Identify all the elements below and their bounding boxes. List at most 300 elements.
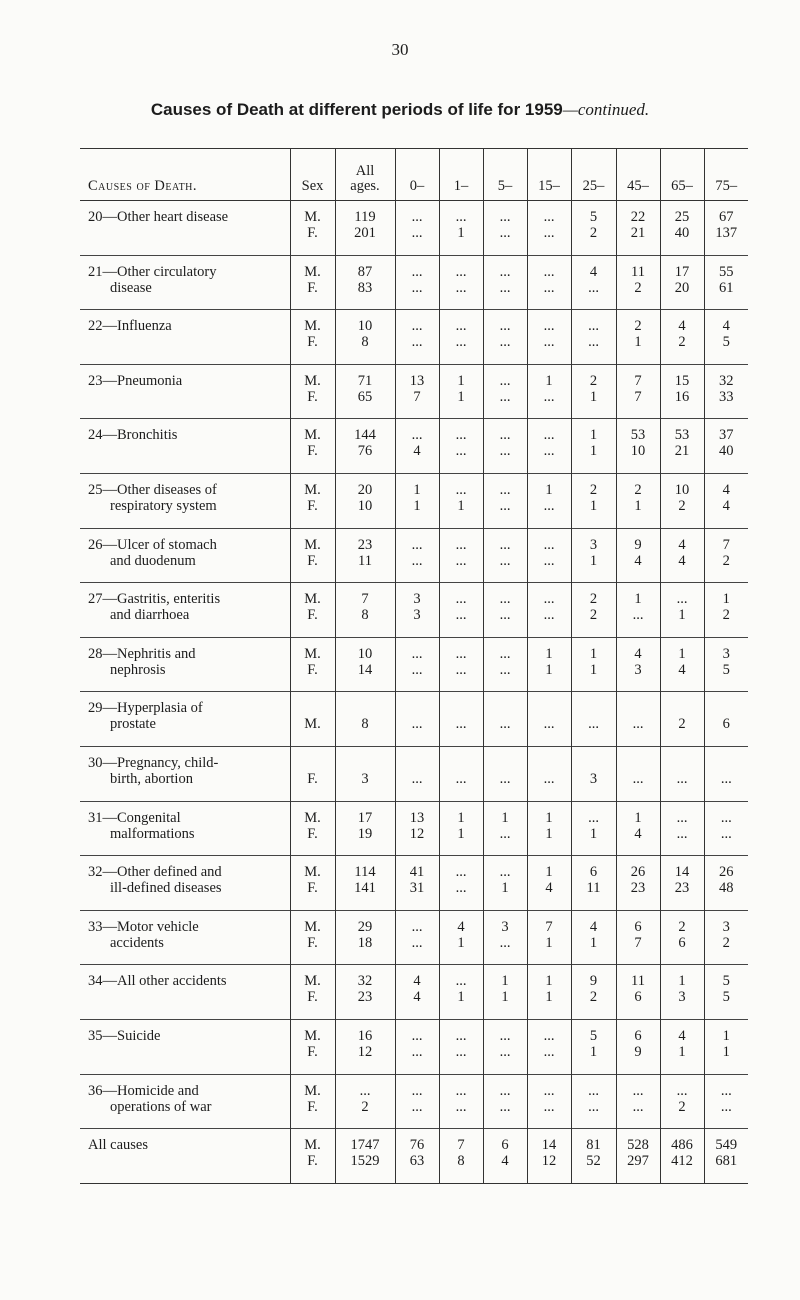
- cell-value: 6: [634, 1027, 642, 1044]
- cell-value: 4: [678, 552, 686, 569]
- cell-value: [528, 755, 571, 771]
- age-45-cell: [616, 856, 660, 911]
- cell-value: 4: [678, 318, 686, 335]
- header-age-1: 1–: [439, 149, 483, 201]
- cell-value: ...: [499, 225, 511, 241]
- cell-value: 2: [634, 318, 642, 335]
- cell-value: 1: [589, 552, 598, 569]
- age-25-cell: [571, 1019, 616, 1074]
- age-15-cell: [527, 255, 571, 310]
- table-row: [80, 965, 748, 1020]
- cell-value: 13: [409, 372, 425, 389]
- cell-value: 1: [457, 497, 465, 514]
- cell-value: ...: [543, 318, 555, 335]
- sex-cell: [290, 419, 335, 474]
- age-45-cell: [616, 255, 660, 310]
- cell-value: 5: [589, 209, 598, 225]
- cell-value: 1: [722, 1027, 730, 1044]
- cell-value: 2: [589, 989, 598, 1006]
- cell-value: 1: [589, 497, 598, 514]
- cause-cell: [80, 419, 290, 474]
- age-45-cell: [616, 1129, 660, 1184]
- cell-value: 1: [545, 973, 553, 990]
- cell-value: ...: [411, 716, 423, 733]
- age-0-cell: [395, 583, 439, 638]
- cell-value: [705, 700, 749, 716]
- sex-value: M.: [304, 591, 321, 608]
- age-5-cell: [483, 910, 527, 965]
- age-25-cell: [571, 528, 616, 583]
- cell-value: 14: [541, 1137, 557, 1154]
- cell-value: ...: [632, 770, 644, 787]
- cell-value: ...: [588, 334, 599, 351]
- cell-value: ...: [499, 279, 511, 296]
- all-ages-cell: [335, 364, 395, 419]
- cell-value: [617, 755, 660, 771]
- cell-value: ...: [543, 552, 555, 569]
- cell-value: ...: [720, 825, 732, 842]
- age-65-cell: [660, 692, 704, 747]
- table-row: [80, 419, 748, 474]
- cell-value: ...: [455, 427, 467, 444]
- cell-value: [396, 755, 439, 771]
- cell-value: 1: [589, 443, 598, 460]
- cell-value: [661, 755, 704, 771]
- cell-value: 3: [413, 591, 421, 608]
- age-0-cell: [395, 1129, 439, 1184]
- cell-value: ...: [455, 209, 467, 225]
- cell-value: [440, 755, 483, 771]
- cell-value: 6: [722, 716, 730, 733]
- age-5-cell: [483, 1019, 527, 1074]
- cell-value: ...: [455, 645, 467, 662]
- age-25-cell: [571, 637, 616, 692]
- cell-value: [484, 700, 527, 716]
- cell-value: 1: [413, 481, 421, 498]
- all-ages-cell: [335, 201, 395, 256]
- cell-value: 4: [589, 263, 598, 280]
- cause-line: All causes: [88, 1137, 148, 1154]
- age-0-cell: [395, 910, 439, 965]
- cause-label: [88, 646, 290, 678]
- cell-value: ...: [411, 934, 423, 951]
- cell-value: 23: [357, 536, 373, 553]
- cell-value: 1: [457, 372, 465, 389]
- cause-cell: [80, 364, 290, 419]
- age-15-cell: [527, 801, 571, 856]
- age-15-cell: [527, 528, 571, 583]
- cause-line: and duodenum: [110, 552, 196, 569]
- cell-value: 2: [634, 481, 642, 498]
- cell-value: ...: [499, 372, 511, 389]
- cell-value: ...: [411, 661, 423, 678]
- cell-value: ...: [411, 1043, 423, 1060]
- age-1-cell: [439, 637, 483, 692]
- sex-value: F.: [307, 607, 318, 624]
- cell-value: ...: [632, 607, 644, 624]
- cell-value: 3: [678, 989, 686, 1006]
- cell-value: 297: [627, 1153, 649, 1170]
- cell-value: 1: [457, 825, 465, 842]
- cell-value: 2: [722, 607, 730, 624]
- cell-value: ...: [411, 918, 423, 935]
- age-1-cell: [439, 856, 483, 911]
- cell-value: ...: [676, 809, 688, 826]
- cell-value: 12: [357, 1043, 373, 1060]
- age-1-cell: [439, 419, 483, 474]
- cell-value: ...: [411, 318, 423, 335]
- sex-value: F.: [307, 443, 318, 460]
- age-1-cell: [439, 473, 483, 528]
- table-row: [80, 746, 748, 801]
- cell-value: ...: [499, 645, 511, 662]
- age-1-cell: [439, 910, 483, 965]
- age-15-cell: [527, 473, 571, 528]
- sex-value: F.: [307, 279, 318, 296]
- cell-value: 6: [589, 864, 598, 881]
- cause-label: [88, 1083, 290, 1115]
- sex-cell: [290, 1074, 335, 1129]
- cause-cell: [80, 692, 290, 747]
- cell-value: ...: [455, 607, 467, 624]
- cell-value: ...: [499, 825, 511, 842]
- cell-value: ...: [632, 1082, 644, 1099]
- cell-value: ...: [543, 536, 555, 553]
- age-15-cell: [527, 692, 571, 747]
- all-ages-cell: [335, 1019, 395, 1074]
- cell-value: ...: [588, 716, 599, 733]
- age-15-cell: [527, 310, 571, 365]
- cell-value: 1: [634, 334, 642, 351]
- cause-line: prostate: [110, 716, 156, 733]
- age-0-cell: [395, 419, 439, 474]
- cell-value: 1: [545, 645, 553, 662]
- cell-value: 71: [357, 372, 373, 389]
- cell-value: 7: [634, 388, 642, 405]
- header-age-5: 5–: [483, 149, 527, 201]
- cause-cell: [80, 583, 290, 638]
- sex-cell: [290, 473, 335, 528]
- cell-value: ...: [499, 497, 511, 514]
- cell-value: 32: [357, 973, 373, 990]
- header-age-0: 0–: [395, 149, 439, 201]
- cell-value: 4: [634, 552, 642, 569]
- cell-value: ...: [543, 497, 555, 514]
- cell-value: ...: [455, 661, 467, 678]
- cell-value: 7: [361, 591, 369, 608]
- table-row: [80, 856, 748, 911]
- sex-value: F.: [307, 661, 318, 678]
- cell-value: 1: [457, 388, 465, 405]
- age-75-cell: [704, 801, 748, 856]
- header-age-25: 25–: [571, 149, 616, 201]
- cell-value: 2: [589, 372, 598, 389]
- cell-value: 4: [457, 918, 465, 935]
- cell-value: ...: [720, 1082, 732, 1099]
- sex-value: [291, 700, 335, 716]
- cell-value: 8: [457, 1153, 465, 1170]
- age-15-cell: [527, 637, 571, 692]
- cell-value: ...: [411, 1098, 423, 1115]
- cell-value: ...: [411, 279, 423, 296]
- all-ages-cell: [335, 473, 395, 528]
- age-25-cell: [571, 364, 616, 419]
- age-75-cell: [704, 637, 748, 692]
- age-45-cell: [616, 201, 660, 256]
- cell-value: ...: [411, 427, 423, 444]
- cause-line: 33—Motor vehicle: [88, 918, 199, 935]
- cause-label: [88, 264, 290, 296]
- cell-value: 3: [361, 770, 369, 787]
- cell-value: 10: [357, 497, 373, 514]
- cell-value: 1: [678, 645, 686, 662]
- cell-value: 486: [671, 1137, 693, 1154]
- sex-cell: [290, 856, 335, 911]
- table-row: [80, 910, 748, 965]
- cell-value: ...: [411, 209, 423, 225]
- all-ages-cell: [335, 746, 395, 801]
- cause-label: [88, 973, 290, 989]
- sex-value: M.: [304, 809, 321, 826]
- cause-cell: [80, 1019, 290, 1074]
- cell-value: ...: [411, 536, 423, 553]
- age-65-cell: [660, 255, 704, 310]
- cell-value: 11: [631, 263, 645, 280]
- cell-value: ...: [543, 591, 555, 608]
- cell-value: 83: [357, 279, 373, 296]
- cell-value: 3: [501, 918, 509, 935]
- age-75-cell: [704, 1129, 748, 1184]
- cell-value: 2: [678, 497, 686, 514]
- age-75-cell: [704, 310, 748, 365]
- age-0-cell: [395, 856, 439, 911]
- cell-value: ...: [499, 864, 511, 881]
- age-45-cell: [616, 746, 660, 801]
- cell-value: 5: [589, 1027, 598, 1044]
- cell-value: 1: [589, 1043, 598, 1060]
- age-25-cell: [571, 310, 616, 365]
- cause-label: [88, 864, 290, 896]
- cell-value: ...: [588, 1098, 599, 1115]
- cell-value: ...: [632, 716, 644, 733]
- cell-value: 7: [722, 536, 730, 553]
- cell-value: ...: [720, 770, 732, 787]
- sex-value: M.: [304, 918, 321, 935]
- cell-value: ...: [455, 443, 467, 460]
- sex-value: F.: [307, 334, 318, 351]
- cause-line: 35—Suicide: [88, 1027, 161, 1044]
- cell-value: ...: [543, 1043, 555, 1060]
- cell-value: 1: [722, 1043, 730, 1060]
- age-75-cell: [704, 419, 748, 474]
- cell-value: 15: [674, 372, 690, 389]
- cell-value: 1: [634, 497, 642, 514]
- cell-value: 3: [634, 661, 642, 678]
- cell-value: 7: [545, 918, 553, 935]
- cell-value: ...: [499, 934, 511, 951]
- cell-value: ...: [455, 1027, 467, 1044]
- cause-cell: [80, 473, 290, 528]
- cell-value: 7: [457, 1137, 465, 1154]
- cell-value: 87: [357, 263, 373, 280]
- age-65-cell: [660, 801, 704, 856]
- cell-value: ...: [455, 536, 467, 553]
- age-5-cell: [483, 528, 527, 583]
- cell-value: 1: [589, 427, 598, 444]
- header-age-45: 45–: [616, 149, 660, 201]
- cause-cell: [80, 801, 290, 856]
- cell-value: ...: [411, 645, 423, 662]
- age-1-cell: [439, 692, 483, 747]
- sex-value: F.: [307, 825, 318, 842]
- age-0-cell: [395, 528, 439, 583]
- cell-value: [440, 700, 483, 716]
- cell-value: 76: [357, 443, 373, 460]
- cell-value: ...: [676, 770, 688, 787]
- cell-value: 32: [719, 372, 734, 389]
- age-0-cell: [395, 1074, 439, 1129]
- cell-value: ...: [455, 318, 467, 335]
- page-title: [0, 100, 800, 120]
- cell-value: 1: [457, 934, 465, 951]
- cell-value: 10: [357, 645, 373, 662]
- cell-value: 52: [586, 1153, 601, 1170]
- age-5-cell: [483, 310, 527, 365]
- sex-cell: [290, 910, 335, 965]
- cell-value: ...: [411, 1082, 423, 1099]
- age-0-cell: [395, 692, 439, 747]
- cell-value: ...: [720, 1098, 732, 1115]
- age-65-cell: [660, 1019, 704, 1074]
- cause-cell: [80, 1129, 290, 1184]
- cell-value: 549: [715, 1137, 738, 1154]
- cell-value: 8: [361, 334, 369, 351]
- sex-value: M.: [304, 1082, 321, 1099]
- cell-value: 48: [719, 880, 734, 897]
- cell-value: ...: [543, 607, 555, 624]
- age-15-cell: [527, 746, 571, 801]
- cell-value: 4: [545, 880, 553, 897]
- age-5-cell: [483, 583, 527, 638]
- cause-label: [88, 591, 290, 623]
- cell-value: 81: [586, 1137, 601, 1154]
- cell-value: [528, 700, 571, 716]
- cell-value: 13: [409, 809, 425, 826]
- sex-cell: [290, 364, 335, 419]
- cell-value: [484, 755, 527, 771]
- cell-value: 1: [501, 973, 509, 990]
- table-row: [80, 583, 748, 638]
- age-65-cell: [660, 310, 704, 365]
- all-ages-cell: [335, 1074, 395, 1129]
- cell-value: 3: [722, 645, 730, 662]
- cause-cell: [80, 856, 290, 911]
- cell-value: 33: [719, 388, 734, 405]
- cell-value: 55: [719, 263, 734, 280]
- table-row: [80, 1129, 748, 1184]
- header-sex: Sex: [290, 149, 335, 201]
- age-65-cell: [660, 473, 704, 528]
- cell-value: ...: [499, 481, 511, 498]
- cell-value: 2: [678, 334, 686, 351]
- cell-value: ...: [676, 825, 688, 842]
- age-45-cell: [616, 910, 660, 965]
- sex-value: M.: [304, 1027, 321, 1044]
- cell-value: 1: [589, 388, 598, 405]
- cell-value: 1: [501, 880, 509, 897]
- cell-value: ...: [588, 809, 599, 826]
- cell-value: ...: [455, 552, 467, 569]
- age-5-cell: [483, 364, 527, 419]
- cell-value: 528: [627, 1137, 649, 1154]
- age-25-cell: [571, 419, 616, 474]
- age-0-cell: [395, 746, 439, 801]
- age-25-cell: [571, 746, 616, 801]
- cell-value: 1: [678, 607, 686, 624]
- cell-value: ...: [499, 388, 511, 405]
- cell-value: 4: [678, 1027, 686, 1044]
- table-row: [80, 473, 748, 528]
- cell-value: 41: [409, 864, 425, 881]
- age-0-cell: [395, 364, 439, 419]
- cell-value: 1: [501, 989, 509, 1006]
- cell-value: 26: [719, 864, 734, 881]
- sex-value: M.: [304, 645, 321, 662]
- cell-value: ...: [588, 318, 599, 335]
- cell-value: [336, 700, 395, 716]
- cell-value: ...: [543, 716, 555, 733]
- cell-value: ...: [543, 1098, 555, 1115]
- age-5-cell: [483, 201, 527, 256]
- age-25-cell: [571, 1129, 616, 1184]
- cell-value: 4: [634, 825, 642, 842]
- cell-value: ...: [543, 279, 555, 296]
- cell-value: 63: [409, 1153, 425, 1170]
- age-0-cell: [395, 801, 439, 856]
- cell-value: 10: [630, 443, 646, 460]
- age-5-cell: [483, 1074, 527, 1129]
- cell-value: ...: [543, 388, 555, 405]
- age-45-cell: [616, 419, 660, 474]
- age-45-cell: [616, 801, 660, 856]
- cell-value: 14: [674, 864, 690, 881]
- cell-value: 1: [413, 497, 421, 514]
- cell-value: ...: [543, 443, 555, 460]
- age-15-cell: [527, 583, 571, 638]
- cell-value: 3: [413, 607, 421, 624]
- cause-label: [88, 373, 290, 389]
- table-row: [80, 528, 748, 583]
- cell-value: 17: [357, 809, 373, 826]
- sex-value: [291, 755, 335, 771]
- cell-value: 40: [674, 225, 690, 241]
- cell-value: [572, 700, 616, 716]
- cell-value: 2: [589, 481, 598, 498]
- age-1-cell: [439, 801, 483, 856]
- cell-value: 1: [678, 1043, 686, 1060]
- cell-value: 1: [545, 934, 553, 951]
- age-1-cell: [439, 746, 483, 801]
- age-1-cell: [439, 364, 483, 419]
- cause-label: [88, 1028, 290, 1044]
- cell-value: 7: [634, 372, 642, 389]
- age-5-cell: [483, 746, 527, 801]
- age-15-cell: [527, 419, 571, 474]
- cell-value: ...: [499, 1027, 511, 1044]
- cell-value: ...: [499, 1043, 511, 1060]
- cell-value: ...: [499, 334, 511, 351]
- table-row: [80, 801, 748, 856]
